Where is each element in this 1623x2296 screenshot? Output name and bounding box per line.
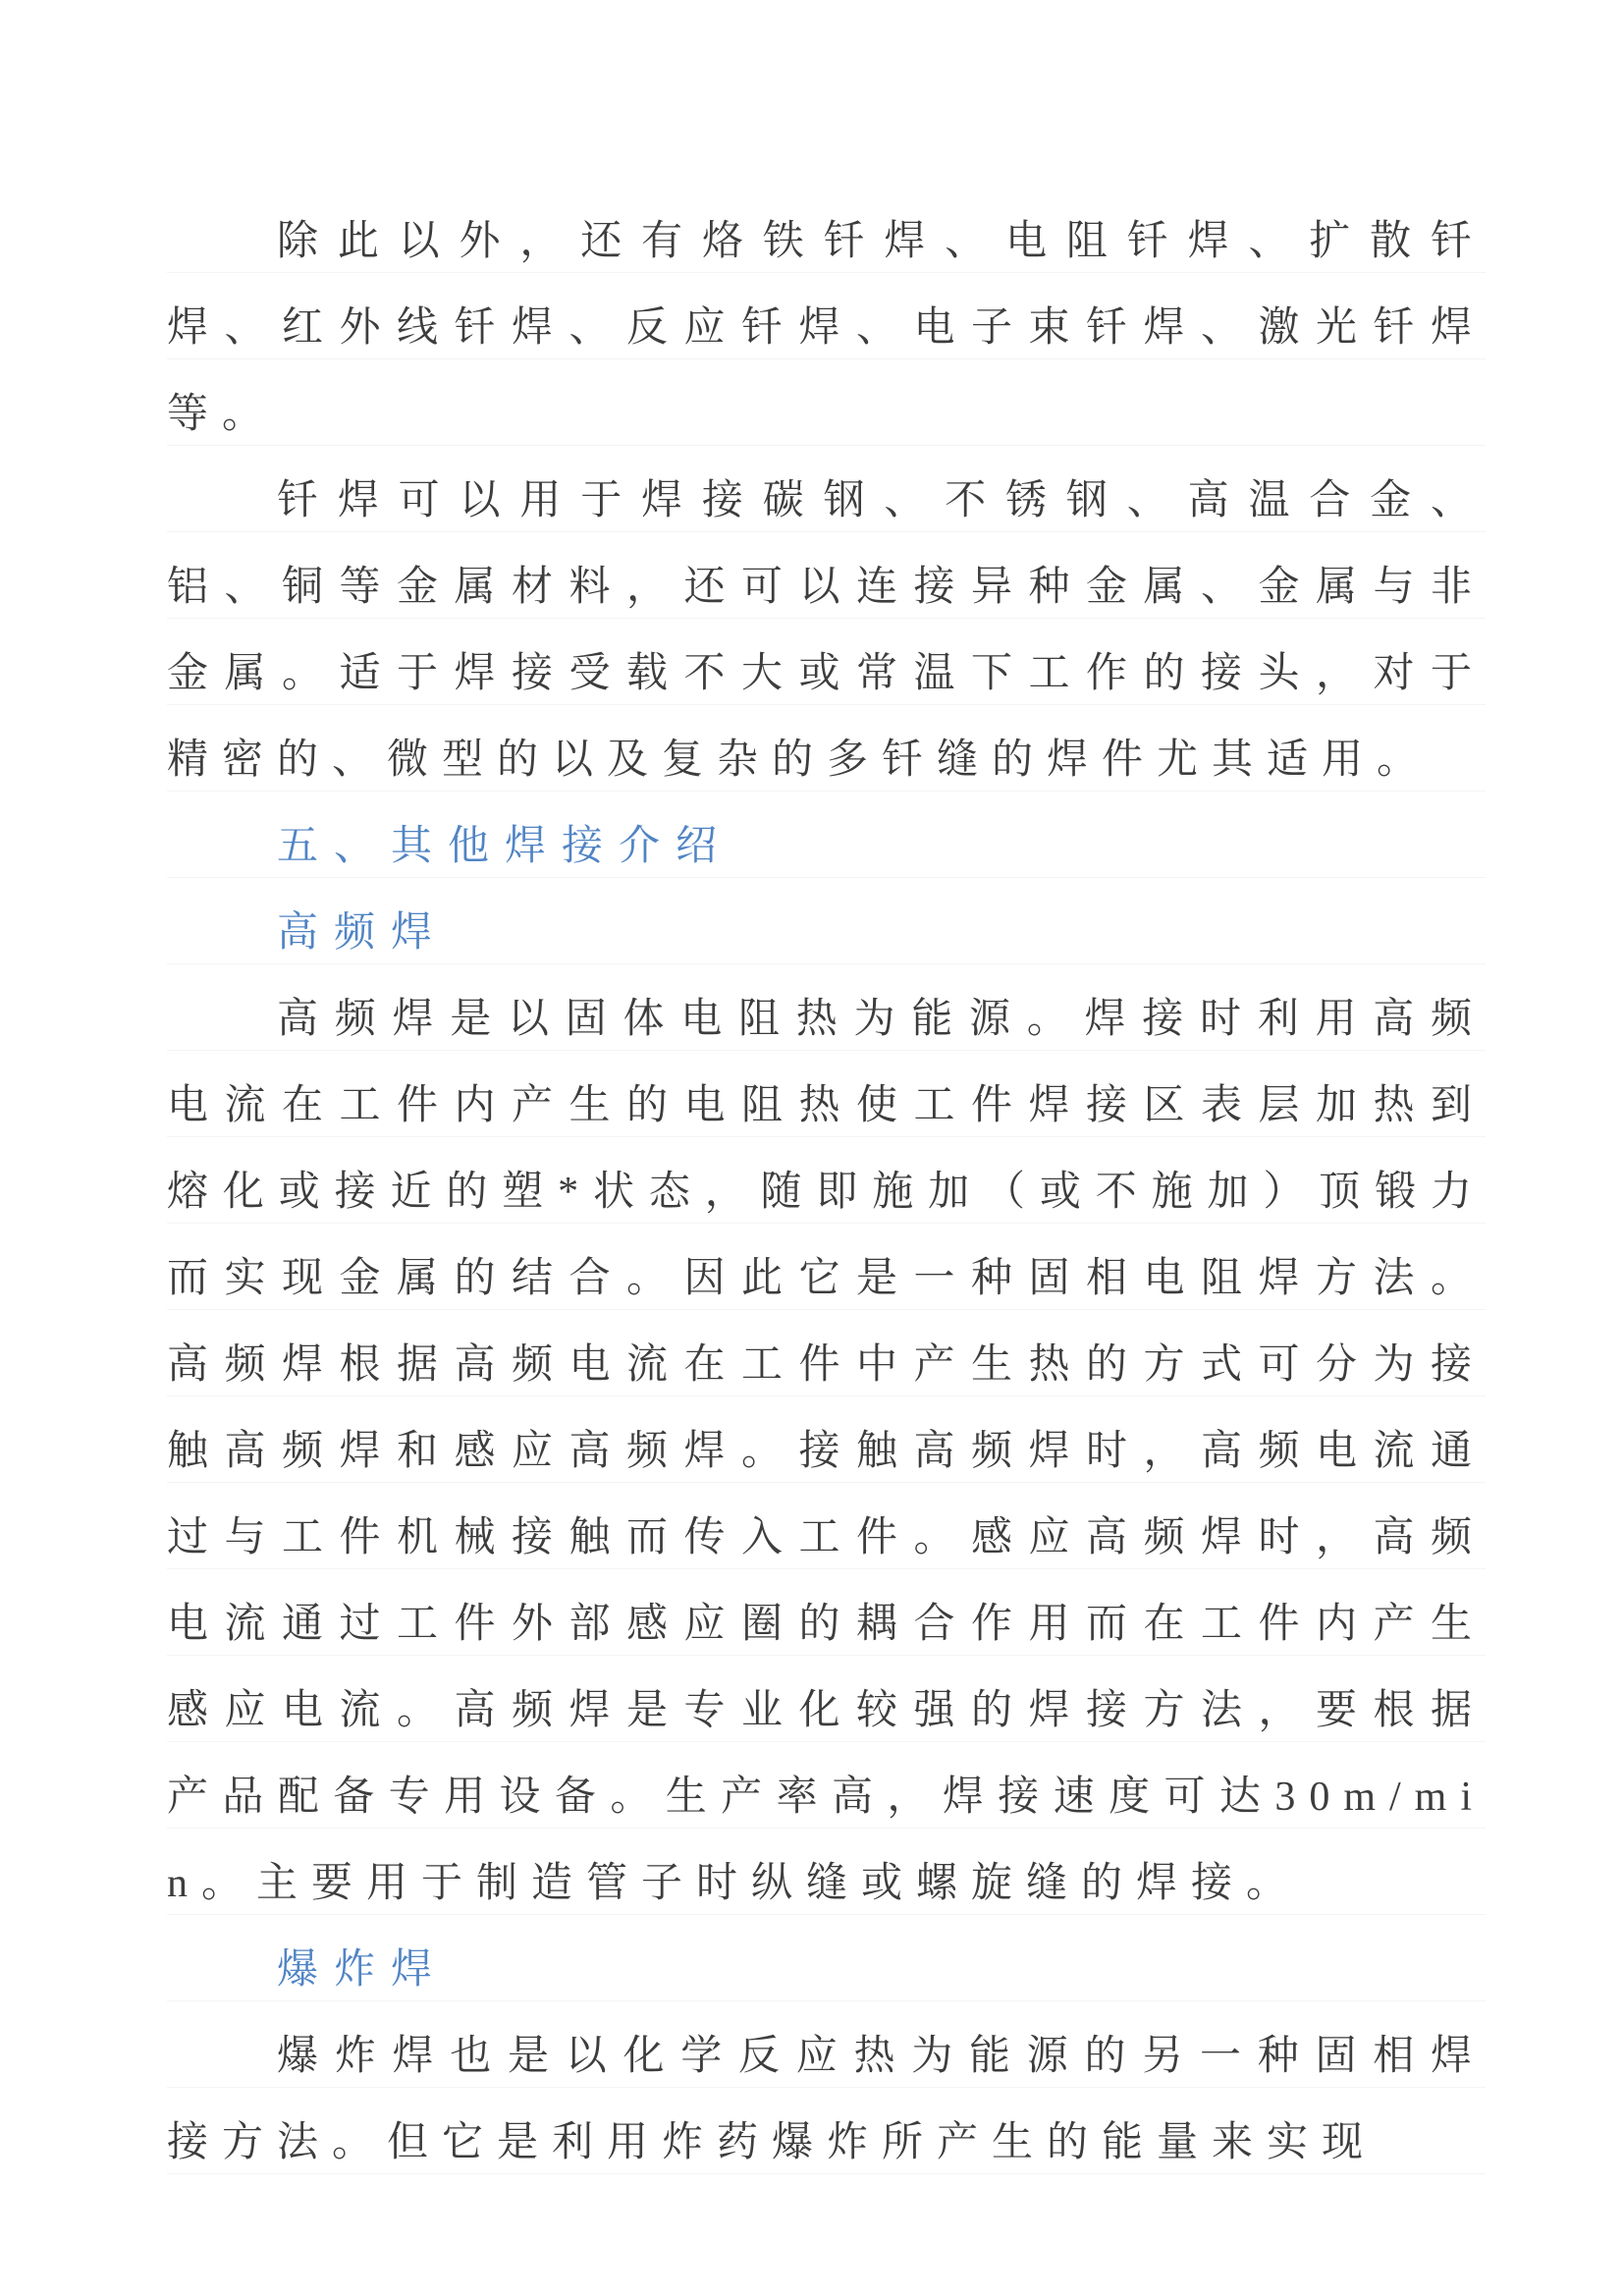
- body-paragraph: 除此以外，还有烙铁钎焊、电阻钎焊、扩散钎焊、红外线钎焊、反应钎焊、电子束钎焊、激光钎焊等。: [167, 219, 1486, 437]
- sub-heading: 爆炸焊: [277, 1947, 449, 1993]
- body-paragraph: 高频焊是以固体电阻热为能源。焊接时利用高频电流在工件内产生的电阻热使工件焊接区表层加热到熔化或接近的塑*状态，随即施加（或不施加）顶锻力而实现金属的结合。因此它是一种固相电阻焊方法。高频焊根据高频电流在工件中产生热的方式可分为接触高频焊和感应高频焊。接触高频焊时，高频电流通过与工件机械接触而传入工件。感应高频焊时，高频电流通过工件外部感应圈的耦合作用而在工件内产生感应电流。高频焊是专业化较强的焊接方法，要根据产品配备专用设备。生产率高，焊接速度可达30m/min。主要用于制造管子时纵缝或螺旋缝的焊接。: [167, 997, 1486, 1906]
- body-paragraph: 爆炸焊也是以化学反应热为能源的另一种固相焊接方法。但它是利用炸药爆炸所产生的能量来实现: [167, 2034, 1486, 2165]
- document-content: [167, 198, 1486, 2186]
- sub-heading: 高频焊: [277, 910, 449, 956]
- section-heading: 五、其他焊接介绍: [277, 824, 733, 869]
- body-paragraph: 钎焊可以用于焊接碳钢、不锈钢、高温合金、铝、铜等金属材料，还可以连接异种金属、金属与非金属。适于焊接受载不大或常温下工作的接头，对于精密的、微型的以及复杂的多钎缝的焊件尤其适用。: [167, 478, 1486, 783]
